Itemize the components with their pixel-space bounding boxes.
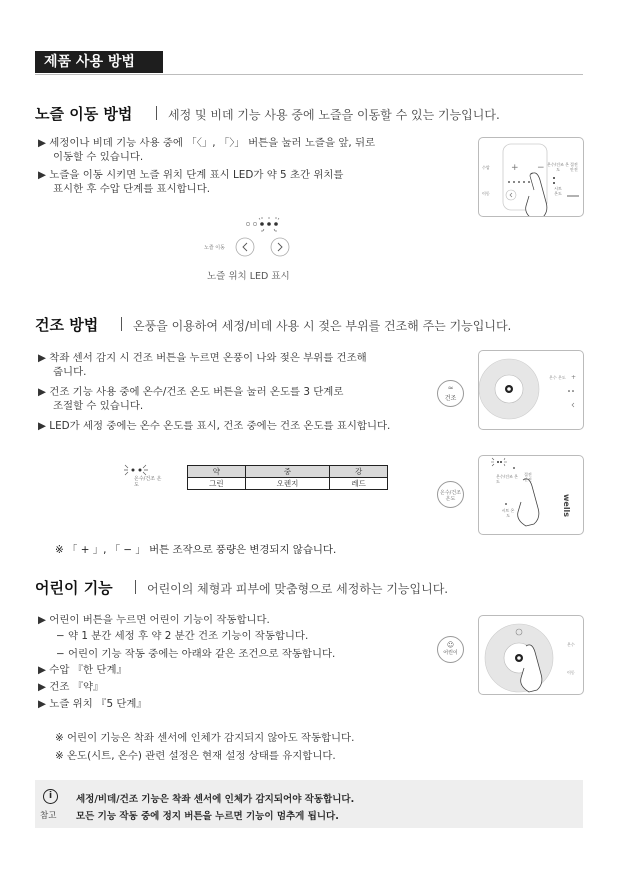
svg-text:온수: 온수 — [567, 642, 575, 647]
dry-bullet-1: ▶ 착좌 센서 감지 시 건조 버튼을 누르면 온풍이 나와 젖은 부위를 건조해 — [38, 352, 367, 364]
nozzle-bullet-1-cont: 이동할 수 있습니다. — [53, 151, 144, 163]
dry-temp-table — [187, 465, 388, 490]
temp-color-low: 그린 — [188, 478, 246, 490]
dry-section-title: 건조 방법 — [35, 316, 99, 334]
dry-button-label: 건조 — [444, 395, 457, 402]
svg-text:+: + — [571, 374, 577, 381]
nozzle-led-figure — [190, 215, 310, 260]
temp-led-icon — [122, 462, 162, 502]
dry-remote-panel — [478, 350, 584, 430]
reference-line-2: 모든 기능 작동 중에 정지 버튼을 누르면 기능이 멈추게 됩니다. — [76, 811, 339, 822]
info-icon: i — [43, 789, 58, 804]
temp-led-label: 온수/건조 온도 — [134, 476, 162, 488]
svg-text:이동: 이동 — [567, 670, 575, 675]
nozzle-remote-panel — [478, 137, 584, 217]
nozzle-section-desc: 세정 및 비데 기능 사용 중에 노즐을 이동할 수 있는 기능입니다. — [168, 108, 500, 122]
dry-button-icon — [437, 380, 464, 407]
temp-header-mid: 중 — [245, 466, 330, 478]
temp-button-label: 온수/건조 온도 — [439, 490, 461, 502]
dry-wind-icon: ≈ — [447, 384, 454, 392]
child-section-desc: 어린이의 체형과 피부에 맞춤형으로 세정하는 기능입니다. — [147, 582, 449, 596]
child-bullet-1: ▶ 어린이 버튼을 누르면 어린이 기능이 작동합니다. — [38, 614, 270, 626]
svg-text:온수 온도: 온수 온도 — [549, 375, 566, 380]
panel-eco-label: 절전 — [524, 472, 532, 477]
dry-bullet-2-cont: 조절할 수 있습니다. — [53, 400, 144, 412]
panel-safety-label: 안전 — [524, 477, 532, 482]
section-divider — [156, 106, 157, 120]
nozzle-led-graphic — [190, 215, 310, 260]
child-sub-2: − 어린이 기능 작동 중에는 아래와 같은 조건으로 작동합니다. — [56, 648, 336, 660]
dry-temp-panel — [478, 455, 584, 535]
panel-label-move: 이동 — [482, 191, 490, 196]
nozzle-section-title: 노즐 이동 방법 — [35, 105, 133, 123]
temp-header-low: 약 — [188, 466, 246, 478]
panel-label-eco: 절전 안전 — [570, 162, 578, 172]
dry-section-desc: 온풍을 이용하여 세정/비데 사용 시 젖은 부위를 건조해 주는 기능입니다. — [133, 319, 512, 333]
panel-label-water-temp: 온수/건조 온도 — [547, 162, 569, 172]
dry-bullet-3: ▶ LED가 세정 중에는 온수 온도를 표시, 건조 중에는 건조 온도를 표시합니다. — [38, 420, 391, 432]
child-bullet-dry: ▶ 건조 『약』 — [38, 681, 104, 693]
child-button-label: 어린이 — [443, 650, 458, 656]
panel-label-seat-temp: 시트 온도 — [554, 186, 562, 196]
child-remote-panel — [478, 615, 584, 695]
temp-color-high: 레드 — [330, 478, 388, 490]
child-bullet-nozzle: ▶ 노즐 위치 『5 단계』 — [38, 698, 147, 710]
panel-label-pressure: 수압 — [482, 165, 490, 170]
child-face-icon: ☺ — [446, 641, 455, 649]
child-bullet-pressure: ▶ 수압 『한 단계』 — [38, 664, 127, 676]
child-note-2: ※ 온도(시트, 온수) 관련 설정은 현재 설정 상태를 유지합니다. — [55, 750, 336, 762]
panel-temp-label: 온수/건조 온도 — [496, 474, 518, 484]
section-divider — [135, 580, 136, 594]
nozzle-led-caption: 노즐 위치 LED 표시 — [207, 271, 290, 282]
nozzle-panel-graphic — [479, 138, 584, 217]
svg-text:−: − — [537, 163, 545, 173]
child-note-1: ※ 어린이 기능은 착좌 센서에 인체가 감지되지 않아도 작동합니다. — [55, 732, 355, 744]
nozzle-bullet-1: ▶ 세정이나 비데 기능 사용 중에 「〈」, 「〉」 버튼을 눌러 노즐을 앞, 뒤로 — [38, 137, 376, 149]
panel-seat-temp-label: 시트 온도 — [501, 508, 515, 518]
dry-bullet-1-cont: 줍니다. — [53, 366, 87, 378]
page-title: 제품 사용 방법 — [35, 51, 163, 73]
temp-color-mid: 오렌지 — [245, 478, 330, 490]
wells-brand-logo: wells — [562, 494, 571, 518]
nozzle-move-label: 노즐 이동 — [204, 245, 225, 251]
nozzle-bullet-2-cont: 표시한 후 수압 단계를 표시합니다. — [53, 183, 211, 195]
reference-box — [35, 780, 583, 828]
child-sub-1: − 약 1 분간 세정 후 약 2 분간 건조 기능이 작동합니다. — [56, 630, 309, 642]
child-panel-graphic — [479, 616, 584, 695]
reference-line-1: 세정/비데/건조 기능은 착좌 센서에 인체가 감지되어야 작동합니다. — [76, 794, 355, 805]
nozzle-bullet-2: ▶ 노즐을 이동 시키면 노즐 위치 단계 표시 LED가 약 5 초간 위치를 — [38, 169, 344, 181]
temp-button-icon — [437, 481, 464, 508]
child-button-icon — [437, 636, 464, 663]
dry-panel-graphic — [479, 351, 584, 430]
dry-bullet-2: ▶ 건조 기능 사용 중에 온수/건조 온도 버튼을 눌러 온도를 3 단계로 — [38, 386, 344, 398]
reference-label: 참고 — [40, 811, 57, 821]
temp-header-high: 강 — [330, 466, 388, 478]
child-section-title: 어린이 기능 — [35, 579, 113, 597]
section-divider — [121, 317, 122, 331]
svg-text:+: + — [511, 163, 519, 173]
title-divider — [35, 74, 583, 75]
dry-note: ※ 「 + 」, 「 − 」 버튼 조작으로 풍량은 변경되지 않습니다. — [55, 544, 337, 556]
